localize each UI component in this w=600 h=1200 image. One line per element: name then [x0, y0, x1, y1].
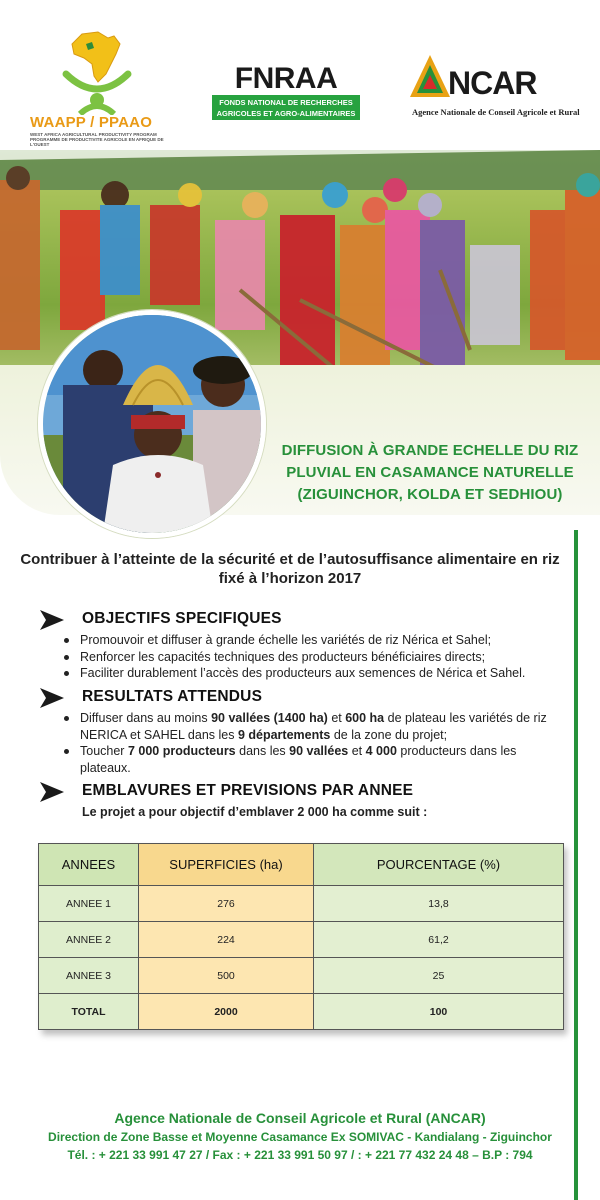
list-item [62, 665, 570, 682]
rice-harvest-image [43, 315, 261, 533]
waapp-subtitle-en: WEST AFRICA AGRICULTURAL PRODUCTIVITY PROGRAM [30, 132, 157, 137]
table-cell: TOTAL [39, 994, 139, 1030]
fnraa-wordmark: FNRAA [234, 62, 338, 95]
table-cell: ANNEE 1 [39, 886, 139, 922]
text-span: Diffuser dans au moins [80, 711, 212, 725]
bullet-dot-icon [64, 671, 69, 676]
text-span: Le projet a pour objectif d’emblaver [82, 805, 298, 819]
bullet-dot-icon [64, 638, 69, 643]
green-vertical-rule [574, 530, 578, 1200]
ancar-wordmark [412, 65, 536, 102]
list-item [62, 743, 570, 776]
table-cell: 25 [314, 958, 564, 994]
section-emblavures [40, 782, 570, 820]
waapp-title: WAAPP / PPAAO [30, 114, 153, 131]
waapp-logo [30, 30, 180, 147]
list-item-text: Promouvoir et diffuser à grande échelle les variétés de riz Nérica et Sahel; [80, 633, 492, 647]
table-row [39, 886, 564, 922]
project-title: DIFFUSION À GRANDE ECHELLE DU RIZ PLUVIAL EN CASAMANCE NATURELLE (ZIGUINCHOR, KOLDA ET SEDHIOU) [281, 442, 579, 503]
bullet-dot-icon [64, 716, 69, 721]
table-cell: 500 [139, 958, 314, 994]
arrow-bullet-icon [40, 610, 64, 630]
table-row [39, 922, 564, 958]
section-header [40, 610, 570, 632]
waapp-subtitle-fr: PROGRAMME DE PRODUCTIVITE AGRICOLE EN AFRIQUE DE L'OUEST [30, 137, 164, 147]
ancar-logo [410, 55, 580, 125]
ancar-wordmark-text: NCAR [448, 65, 537, 101]
text-bold: 600 ha [345, 711, 385, 725]
section-header [40, 688, 570, 710]
footer-contact [0, 1108, 600, 1164]
text-span: producteurs dans les plateaux. [80, 744, 517, 775]
arrow-bullet-icon [40, 782, 64, 802]
table-cell: ANNEE 3 [39, 958, 139, 994]
list-item [62, 632, 570, 649]
text-span: et [348, 744, 366, 758]
fnraa-band: FONDS NATIONAL DE RECHERCHES AGRICOLES ET AGRO-ALIMENTAIRES [212, 95, 360, 120]
column-header: POURCENTAGE (%) [314, 844, 564, 886]
text-bold: 4 000 [365, 744, 397, 758]
column-header: SUPERFICIES (ha) [139, 844, 314, 886]
table-cell: 276 [139, 886, 314, 922]
text-bold: 90 vallées (1400 ha) [211, 711, 328, 725]
section-resultats [40, 688, 570, 776]
emblavures-table [38, 843, 563, 1030]
text-bold: 90 vallées [289, 744, 349, 758]
section-objectifs [40, 610, 570, 682]
list-item-text: Faciliter durablement l’accès des producteurs aux semences de Nérica et Sahel. [80, 666, 526, 680]
waapp-figure-icon [62, 70, 132, 115]
data-table [38, 843, 564, 1030]
list-item [62, 710, 570, 743]
table-cell: 13,8 [314, 886, 564, 922]
table-total-row [39, 994, 564, 1030]
footer-agency: Agence Nationale de Conseil Agricole et Rural (ANCAR) [114, 1110, 486, 1126]
text-bold: 2 000 ha [297, 805, 347, 819]
table-row [39, 958, 564, 994]
bullet-dot-icon [64, 749, 69, 754]
mission-statement: Contribuer à l’atteinte de la sécurité et de l’autosuffisance alimentaire en riz fixé à l’horizon 2017 [20, 551, 560, 587]
ancar-subtitle: Agence Nationale de Conseil Agricole et Rural [412, 107, 580, 117]
table-cell: 2000 [139, 994, 314, 1030]
table-cell: 224 [139, 922, 314, 958]
list-item [62, 649, 570, 666]
logo-header [0, 0, 600, 150]
text-span: dans les [235, 744, 290, 758]
rice-harvest-inset-photo [38, 310, 266, 538]
table-cell: 61,2 [314, 922, 564, 958]
fnraa-logo [212, 62, 360, 122]
emblavures-intro [82, 804, 570, 820]
objectifs-list [62, 632, 570, 682]
table-cell: ANNEE 2 [39, 922, 139, 958]
footer-phone: Tél. : + 221 33 991 47 27 / Fax : + 221 33 991 50 97 / : + 221 77 432 24 48 – B.P : 794 [67, 1148, 533, 1162]
column-header: ANNEES [39, 844, 139, 886]
objectifs-title: OBJECTIFS SPECIFIQUES [82, 610, 282, 627]
text-span: comme suit : [346, 805, 428, 819]
text-span: et [327, 711, 346, 725]
footer-address: Direction de Zone Basse et Moyenne Casamance Ex SOMIVAC - Kandialang - Ziguinchor [48, 1130, 552, 1144]
table-header-row [39, 844, 564, 886]
text-span: Toucher [80, 744, 128, 758]
waapp-subtitle [30, 132, 180, 147]
list-item-text: Renforcer les capacités techniques des producteurs bénéficiaires directs; [80, 649, 486, 664]
resultats-list [62, 710, 570, 776]
bullet-dot-icon [64, 655, 69, 660]
text-span: de plateau les variétés de riz NERICA et SAHEL dans les [80, 711, 547, 742]
emblavures-title: EMBLAVURES ET PREVISIONS PAR ANNEE [82, 782, 414, 799]
arrow-bullet-icon [40, 688, 64, 708]
resultats-title: RESULTATS ATTENDUS [82, 688, 263, 705]
table-cell: 100 [314, 994, 564, 1030]
text-bold: 9 départements [237, 727, 331, 742]
section-header [40, 782, 570, 804]
text-span: de la zone du projet; [330, 727, 448, 742]
text-bold: 7 000 producteurs [127, 744, 236, 758]
